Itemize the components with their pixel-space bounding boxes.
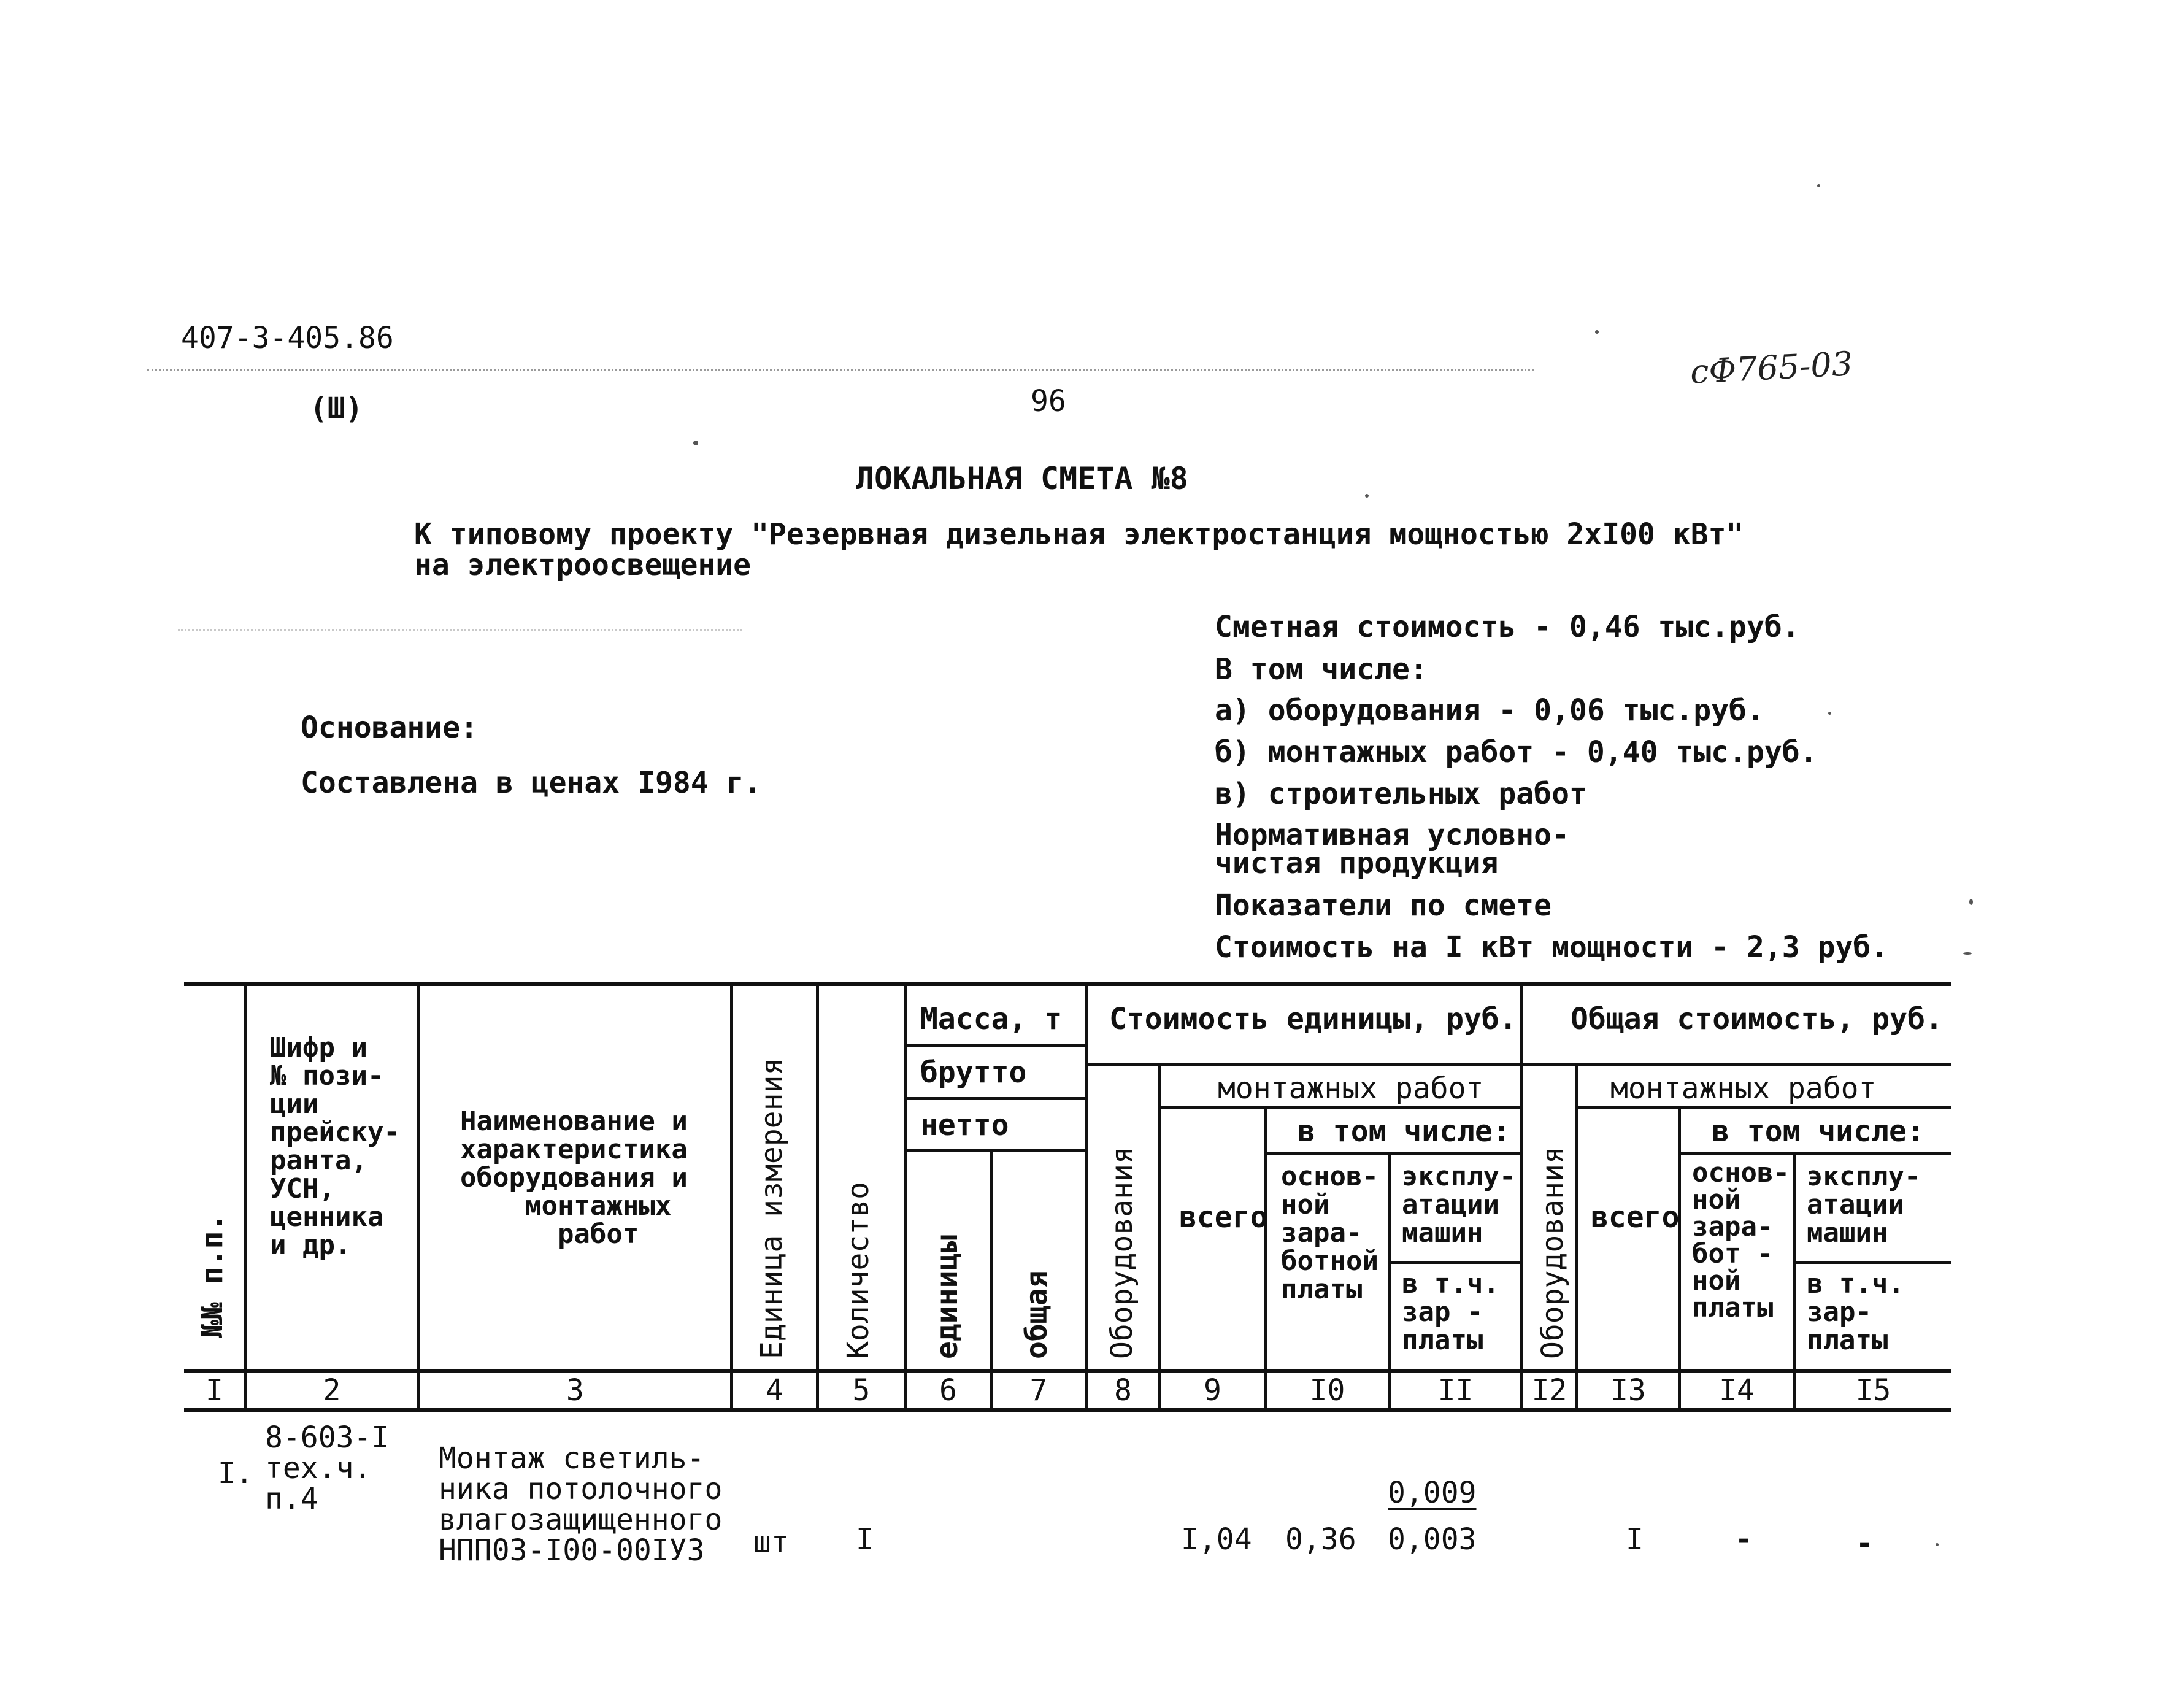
including-label: В том числе: — [1215, 652, 1428, 687]
header-unit-cost: Стоимость единицы, руб. — [1109, 1002, 1517, 1036]
scan-speck — [1963, 952, 1972, 955]
row-total-total: I — [1626, 1522, 1644, 1557]
row-unit-total: I,04 — [1181, 1522, 1252, 1557]
project-name: К типовому проекту "Резервная дизельная электростанция мощностью 2хI00 кВт" — [414, 517, 1744, 552]
header-unit-total: всего — [1179, 1200, 1268, 1234]
project-scope: на электроосвещение — [414, 548, 752, 582]
header-name: Наименование и характеристика оборудования и монтажных работ — [460, 1106, 688, 1250]
header-mass-unit: единицы — [930, 1234, 964, 1359]
scan-speck — [1828, 712, 1831, 715]
cost-per-kw: Стоимость на I кВт мощности - 2,3 руб. — [1215, 930, 1889, 965]
vline-7 — [1085, 985, 1088, 1408]
header-total-total: всего — [1591, 1200, 1680, 1234]
scan-speck — [1595, 330, 1599, 334]
rule-brutto-netto — [905, 1097, 1086, 1100]
column-number: I2 — [1531, 1373, 1567, 1408]
normative-production: Нормативная условно- чистая продукция — [1215, 818, 1569, 880]
column-number: 9 — [1204, 1373, 1221, 1408]
rule-total-including — [1678, 1152, 1951, 1155]
header-mass: Масса, т — [920, 1002, 1063, 1036]
column-number: 7 — [1029, 1373, 1048, 1408]
vline-6 — [990, 1150, 993, 1408]
scan-dotted-line — [147, 369, 1534, 371]
page-number: 96 — [1031, 384, 1066, 418]
header-row-number: №№ п.п. — [195, 1213, 229, 1338]
row-name: Монтаж светиль- ника потолочного влагозащищенного НПП03-I00-00IУ3 — [439, 1441, 723, 1568]
header-unit-equipment: Оборудования — [1105, 1146, 1139, 1359]
scan-speck — [693, 441, 698, 445]
header-total-machine-wage: в т.ч. зар- платы — [1807, 1268, 1904, 1356]
scan-speck — [1936, 1543, 1939, 1546]
vline-2 — [417, 985, 420, 1408]
row-unit-machine: 0,009 — [1388, 1476, 1477, 1510]
header-total-basic-wage: основ- ной зара- бот - ной платы — [1692, 1157, 1790, 1323]
volume-number: (Ш) — [310, 391, 363, 426]
rule-cost-subheaders — [1086, 1063, 1951, 1066]
row-unit-machine-wage: 0,003 — [1388, 1522, 1477, 1557]
vline-14 — [1793, 1153, 1796, 1408]
estimate-cost: Сметная стоимость - 0,46 тыс.руб. — [1215, 610, 1800, 644]
vline-1 — [244, 985, 247, 1408]
scan-speck — [1817, 184, 1820, 187]
vline-4 — [816, 985, 819, 1408]
rule-netto-cols — [905, 1149, 1086, 1152]
vline-8 — [1158, 1065, 1161, 1408]
rule-total-install — [1577, 1106, 1951, 1109]
vline-13 — [1678, 1108, 1681, 1408]
installation-cost: б) монтажных работ - 0,40 тыс.руб. — [1215, 735, 1818, 769]
vline-5 — [904, 985, 907, 1408]
header-quantity: Количество — [841, 1182, 875, 1359]
vline-3 — [730, 985, 733, 1408]
column-number: 5 — [852, 1373, 871, 1408]
header-unit-machine-wage: в т.ч. зар - платы — [1402, 1268, 1499, 1356]
column-number: I4 — [1719, 1373, 1755, 1408]
header-total-install-works: монтажных работ — [1610, 1071, 1877, 1106]
column-number: I — [206, 1373, 223, 1408]
header-brutto: брутто — [920, 1055, 1027, 1090]
rule-unit-install — [1159, 1106, 1521, 1109]
column-number: I5 — [1855, 1373, 1891, 1408]
row-total-basic-wage: - — [1735, 1522, 1753, 1557]
rule-column-numbers-top — [184, 1369, 1951, 1373]
row-code: 8-603-I тех.ч. п.4 — [265, 1420, 390, 1516]
row-unit-basic-wage: 0,36 — [1285, 1522, 1356, 1557]
column-number: 4 — [766, 1373, 783, 1408]
scan-noise-line — [178, 629, 742, 631]
column-number: 6 — [939, 1373, 957, 1408]
header-unit-machine: эксплу- атации машин — [1402, 1161, 1516, 1249]
column-number: II — [1437, 1373, 1474, 1408]
header-total-cost: Общая стоимость, руб. — [1571, 1002, 1943, 1036]
header-unit-including: в том числе: — [1298, 1114, 1510, 1149]
basis-label: Основание: — [301, 711, 478, 745]
rule-column-numbers-bottom — [184, 1408, 1951, 1412]
vline-9 — [1264, 1108, 1267, 1408]
vline-10 — [1388, 1153, 1391, 1408]
column-number: I0 — [1309, 1373, 1345, 1408]
construction-cost: в) строительных работ — [1215, 777, 1587, 811]
column-number: I3 — [1610, 1373, 1646, 1408]
row-number: I. — [218, 1456, 253, 1490]
header-unit-install-works: монтажных работ — [1218, 1071, 1484, 1106]
scan-speck — [1365, 494, 1369, 498]
header-total-equipment: Оборудования — [1536, 1146, 1570, 1359]
rule-total-machine-wage — [1794, 1261, 1951, 1264]
column-number: 3 — [566, 1373, 584, 1408]
column-number: 8 — [1114, 1373, 1132, 1408]
header-netto: нетто — [920, 1108, 1009, 1142]
estimate-title: ЛОКАЛЬНАЯ СМЕТА №8 — [856, 461, 1188, 496]
indicators-label: Показатели по смете — [1215, 888, 1552, 923]
row-unit: шт — [753, 1525, 789, 1560]
equipment-cost: а) оборудования - 0,06 тыс.руб. — [1215, 693, 1764, 728]
row-quantity: I — [856, 1522, 874, 1557]
header-total-including: в том числе: — [1712, 1114, 1924, 1149]
header-unit: Единица измерения — [755, 1057, 789, 1359]
table-top-border — [184, 982, 1951, 986]
vline-11 — [1520, 985, 1523, 1408]
header-total-machine: эксплу- атации машин — [1807, 1161, 1921, 1249]
price-basis: Составлена в ценах I984 г. — [301, 766, 762, 800]
scan-speck — [1969, 899, 1973, 905]
vline-12 — [1575, 1065, 1578, 1408]
header-unit-basic-wage: основ- ной зара- ботной платы — [1281, 1161, 1378, 1305]
rule-unit-machine-wage — [1390, 1261, 1521, 1264]
column-number: 2 — [323, 1373, 341, 1408]
header-mass-total: общая — [1020, 1270, 1054, 1359]
row-total-machine: - — [1856, 1527, 1874, 1561]
rule-unit-including — [1264, 1152, 1521, 1155]
document-code: 407-3-405.86 — [181, 321, 394, 355]
header-code: Шифр и № пози- ции прейску- ранта, УСН, ценника и др. — [270, 1032, 400, 1261]
handwritten-code: сФ765-03 — [1689, 344, 1854, 391]
rule-mass-brutto — [905, 1044, 1086, 1047]
